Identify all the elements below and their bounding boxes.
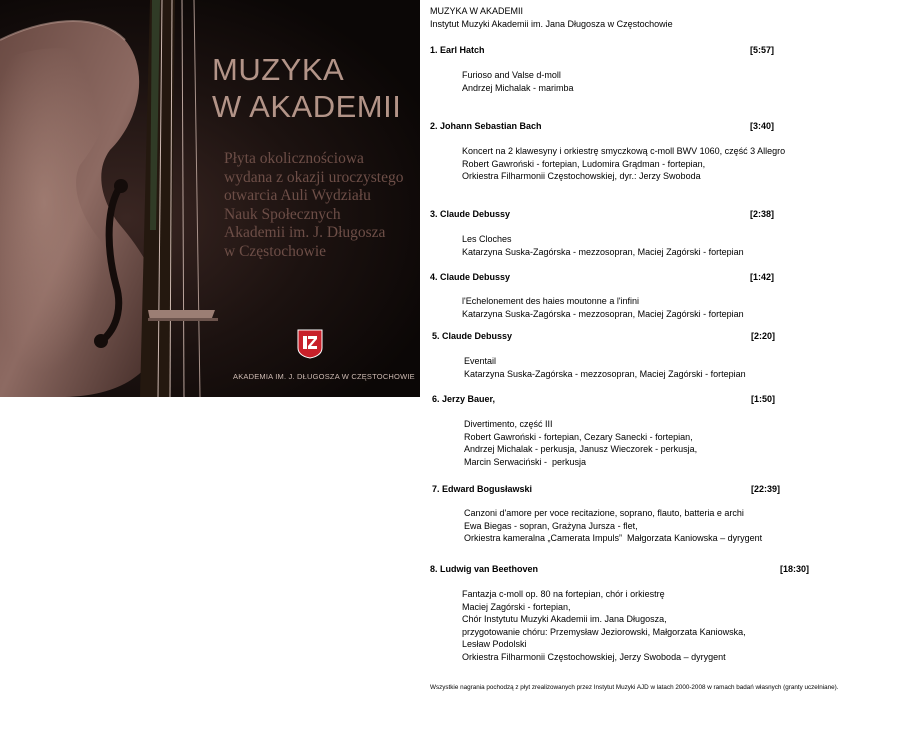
track-heading: 6. Jerzy Bauer,	[432, 394, 496, 404]
track-heading: 8. Ludwig van Beethoven	[430, 564, 539, 574]
track-duration: [1:42]	[750, 272, 775, 282]
track-details: Furioso and Valse d-moll Andrzej Michalak - marimba	[462, 70, 574, 93]
institution-name: Instytut Muzyki Akademii im. Jana Długosza w Częstochowie	[430, 19, 673, 29]
track-details: Divertimento, część III Robert Gawroński - fortepian, Cezary Sanecki - fortepian, Andrzej Michalak - perkusja, Janusz Wieczorek - perkusja, Marcin Serwaciński - perkusja	[464, 419, 698, 467]
cover-title-line2: W AKADEMII	[212, 89, 402, 124]
track-duration: [5:57]	[750, 45, 775, 55]
track-duration: [3:40]	[750, 121, 775, 131]
track-duration: [18:30]	[780, 564, 810, 574]
track-heading: 7. Edward Bogusławski	[432, 484, 533, 494]
track-heading: 2. Johann Sebastian Bach	[430, 121, 542, 131]
track-details: Les Cloches Katarzyna Suska-Zagórska - mezzosopran, Maciej Zagórski - fortepian	[462, 234, 744, 257]
track-details: l'Echelonement des haies moutonne a l'infini Katarzyna Suska-Zagórska - mezzosopran, Maciej Zagórski - fortepian	[462, 296, 744, 319]
track-details: Koncert na 2 klawesyny i orkiestrę smyczkową c-moll BWV 1060, część 3 Allegro Robert Gawroński - fortepian, Ludomira Grądman - fortepian, Orkiestra Filharmonii Częstochowskiej, dyr.: Jerzy Swoboda	[462, 146, 786, 182]
academy-logo-icon	[297, 329, 323, 359]
track-duration: [22:39]	[751, 484, 781, 494]
track-heading: 3. Claude Debussy	[430, 209, 511, 219]
footnote: Wszystkie nagrania pochodzą z płyt zrealizowanych przez Instytut Muzyki AJD w latach 2000-2008 w ramach badań własnych (granty uczelniane).	[430, 684, 839, 691]
track-duration: [1:50]	[751, 394, 776, 404]
track-details: Canzoni d'amore per voce recitazione, soprano, flauto, batteria e archi Ewa Biegas - sopran, Grażyna Jursza - flet, Orkiestra kameralna „Camerata Impuls” Małgorzata Kaniowska – dyrygent	[464, 508, 763, 544]
track-details: Eventail Katarzyna Suska-Zagórska - mezzosopran, Maciej Zagórski - fortepian	[464, 356, 746, 379]
cover-title-line1: MUZYKA	[212, 52, 345, 87]
program-title: MUZYKA W AKADEMII	[430, 6, 524, 16]
cover-footer: AKADEMIA IM. J. DŁUGOSZA W CZĘSTOCHOWIE	[233, 372, 415, 381]
track-heading: 1. Earl Hatch	[430, 45, 485, 55]
track-heading: 5. Claude Debussy	[432, 331, 513, 341]
album-cover	[0, 0, 420, 397]
track-details: Fantazja c-moll op. 80 na fortepian, chór i orkiestrę Maciej Zagórski - fortepian, Chór Instytutu Muzyki Akademii im. Jana Długosza, przygotowanie chóru: Przemysław Jeziorowski, Małgorzata Kaniowska, Lesław Podolski Orkiestra Filharmonii Częstochowskiej, Jerzy Swoboda – dyrygent	[462, 589, 746, 662]
track-heading: 4. Claude Debussy	[430, 272, 511, 282]
track-duration: [2:20]	[751, 331, 776, 341]
cover-subtitle: Płyta okolicznościowa wydana z okazji uroczystego otwarcia Auli Wydziału Nauk Społecznych Akademii im. J. Długosza w Częstochowie	[224, 150, 404, 260]
track-duration: [2:38]	[750, 209, 775, 219]
